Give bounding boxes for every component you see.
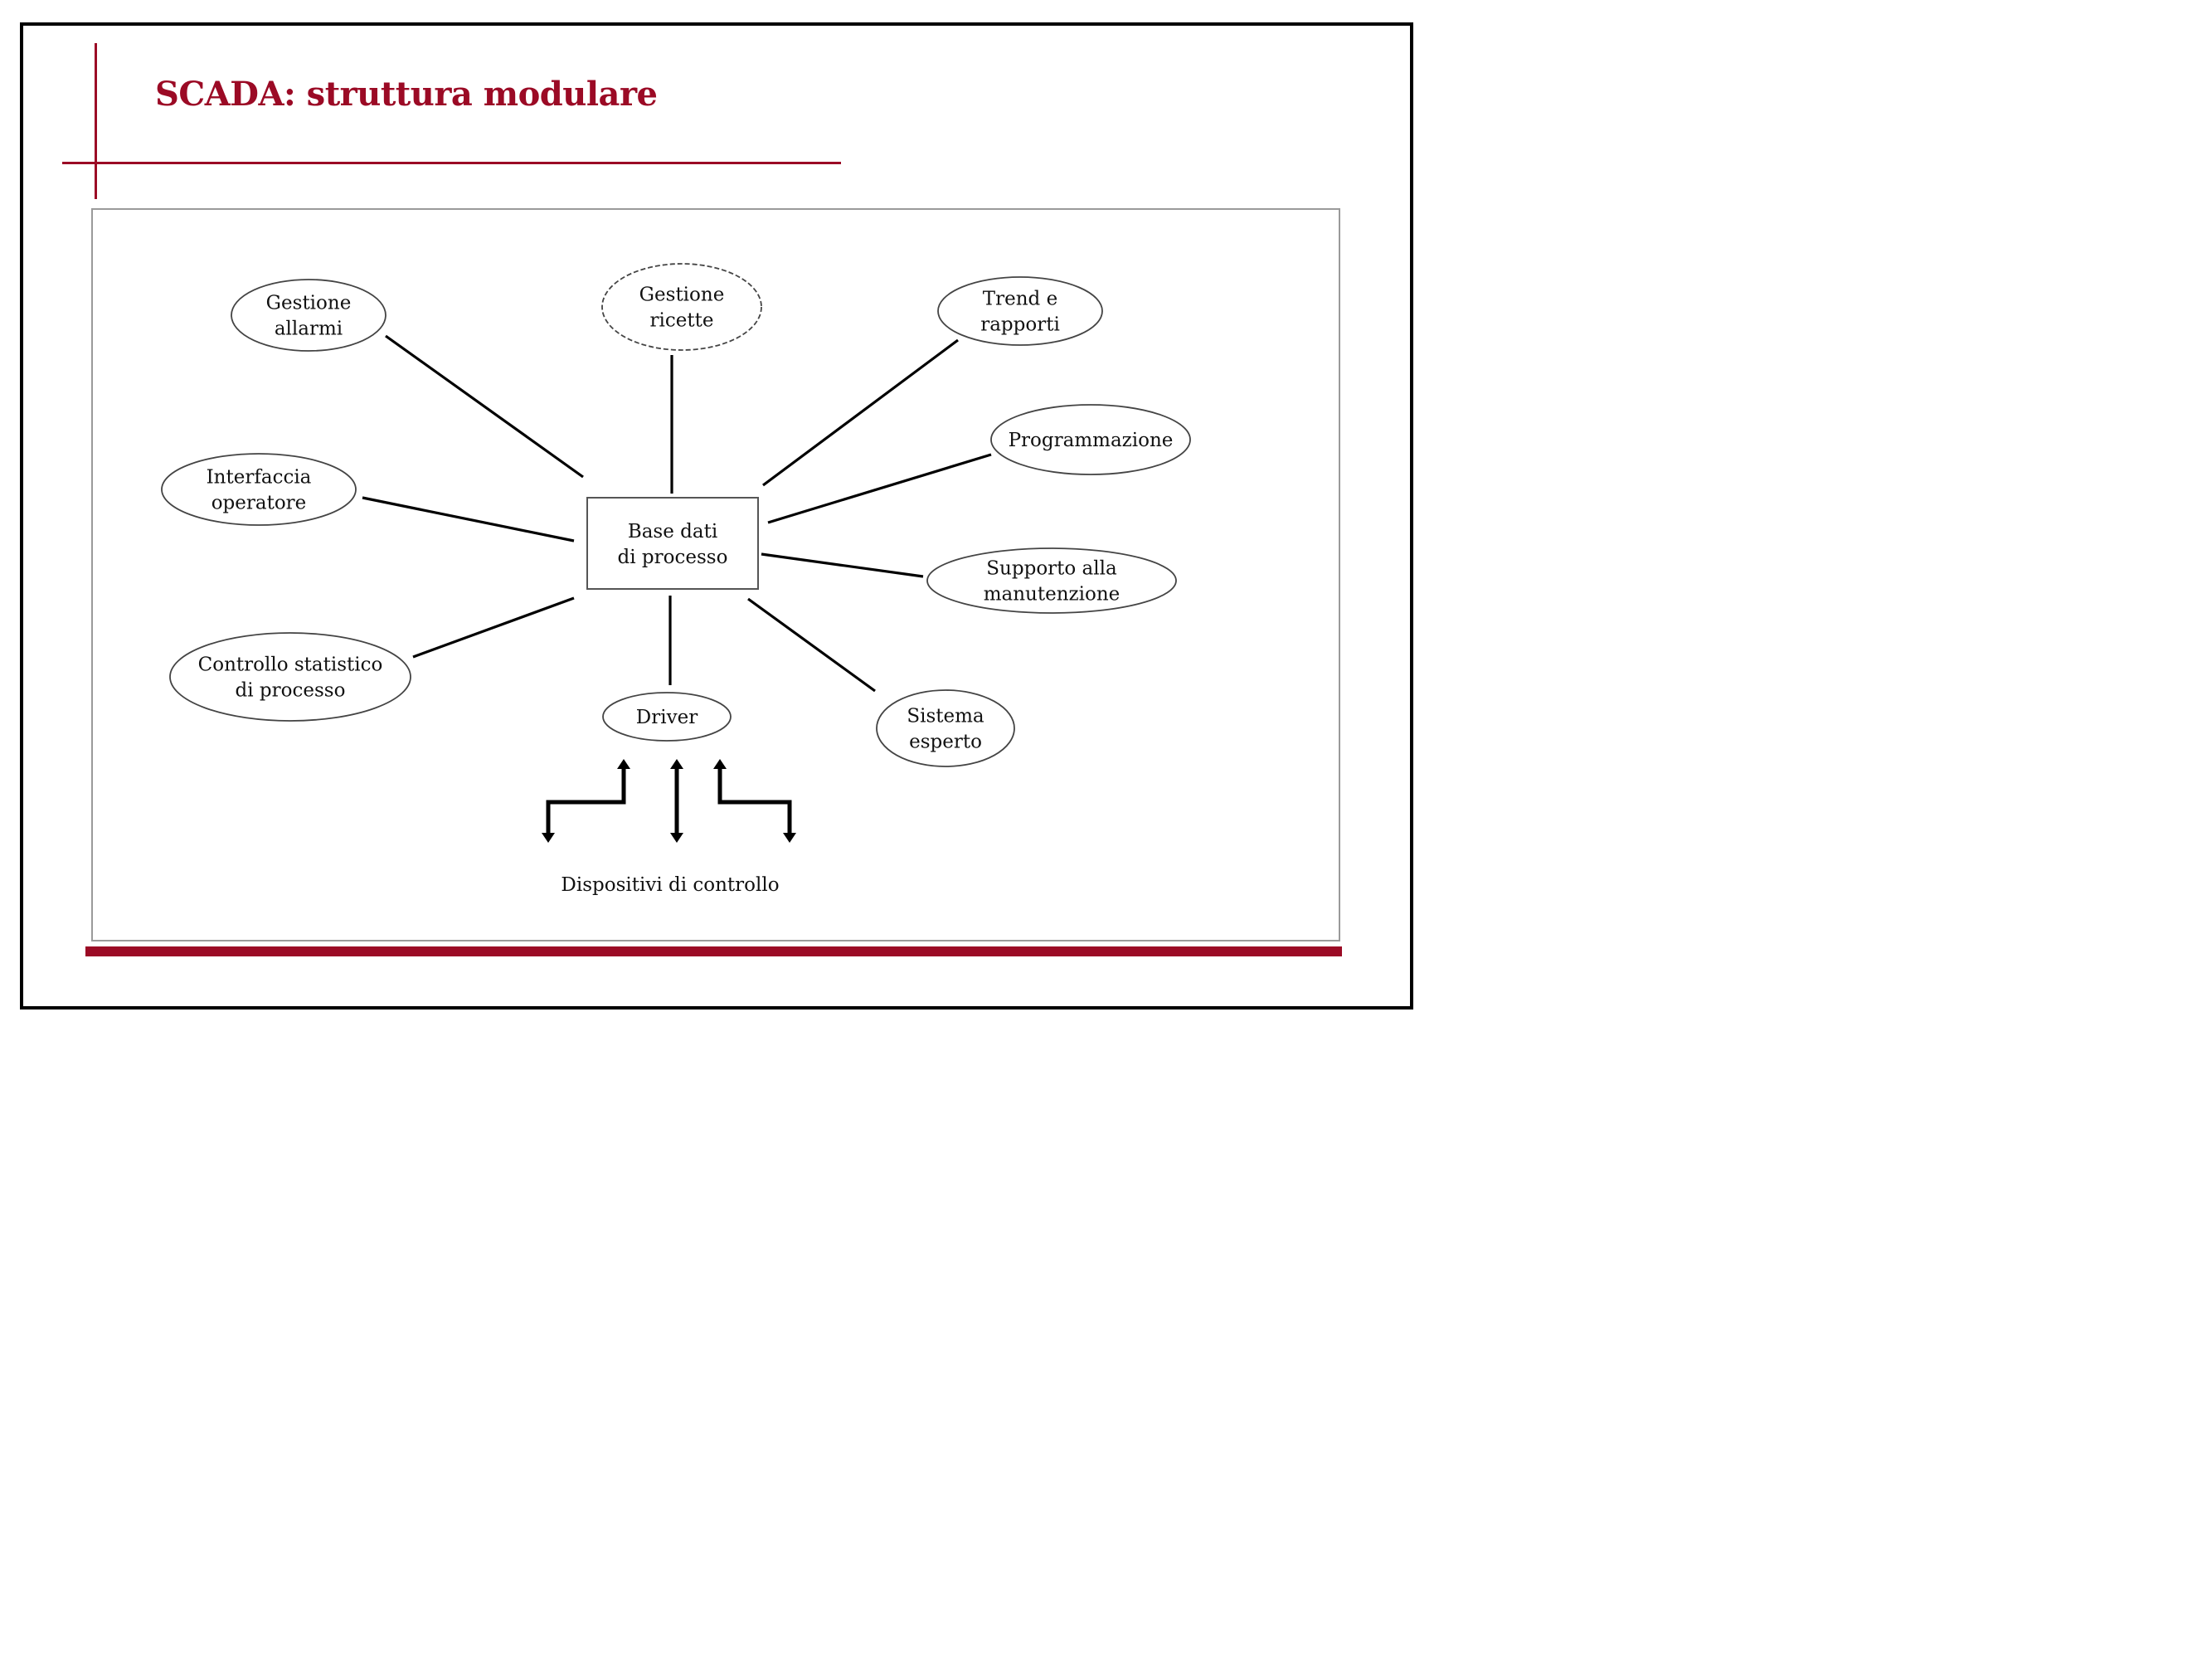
connector-controllo-statistico	[413, 598, 574, 657]
module-label-gestione-allarmi: allarmi	[274, 318, 343, 340]
module-label-interfaccia-operatore: operatore	[211, 492, 307, 514]
module-node-gestione-ricette	[602, 264, 761, 350]
module-node-gestione-allarmi	[231, 280, 386, 351]
center-node-box	[587, 498, 758, 589]
module-node-interfaccia-operatore	[162, 454, 356, 525]
connector-trend-rapporti	[763, 340, 958, 485]
module-label-gestione-ricette: Gestione	[639, 284, 725, 306]
connector-gestione-allarmi	[386, 336, 583, 477]
module-label-gestione-ricette: ricette	[649, 309, 714, 332]
connector-interfaccia-operatore	[362, 498, 574, 541]
module-node-sistema-esperto	[877, 690, 1014, 766]
module-node-controllo-statistico	[170, 633, 411, 721]
module-label-controllo-statistico: Controllo statistico	[197, 654, 383, 676]
module-label-interfaccia-operatore: Interfaccia	[206, 466, 312, 489]
module-label-supporto-manutenzione: manutenzione	[983, 583, 1121, 606]
connector-supporto-manutenzione	[761, 554, 923, 577]
device-arrows-group	[542, 759, 796, 843]
module-label-driver: Driver	[635, 707, 698, 728]
center-node-label: di processo	[617, 547, 728, 568]
module-label-gestione-allarmi: Gestione	[265, 292, 352, 314]
module-label-programmazione: Programmazione	[1008, 430, 1174, 451]
connector-sistema-esperto	[748, 599, 875, 691]
module-label-controllo-statistico: di processo	[235, 679, 346, 702]
devices-label: Dispositivi di controllo	[561, 874, 780, 896]
device-arrow-right	[713, 759, 796, 843]
module-label-trend-rapporti: Trend e	[982, 288, 1058, 310]
slide-title: SCADA: struttura modulare	[155, 75, 658, 114]
module-label-sistema-esperto: esperto	[909, 731, 982, 753]
device-arrow-left	[542, 759, 630, 843]
device-arrow-center	[670, 759, 683, 843]
module-label-trend-rapporti: rapporti	[980, 314, 1060, 336]
connector-programmazione	[768, 455, 991, 523]
module-label-sistema-esperto: Sistema	[907, 705, 984, 727]
module-label-supporto-manutenzione: Supporto alla	[986, 557, 1117, 580]
center-node-label: Base dati	[627, 521, 718, 542]
nodes-group	[162, 264, 1190, 766]
